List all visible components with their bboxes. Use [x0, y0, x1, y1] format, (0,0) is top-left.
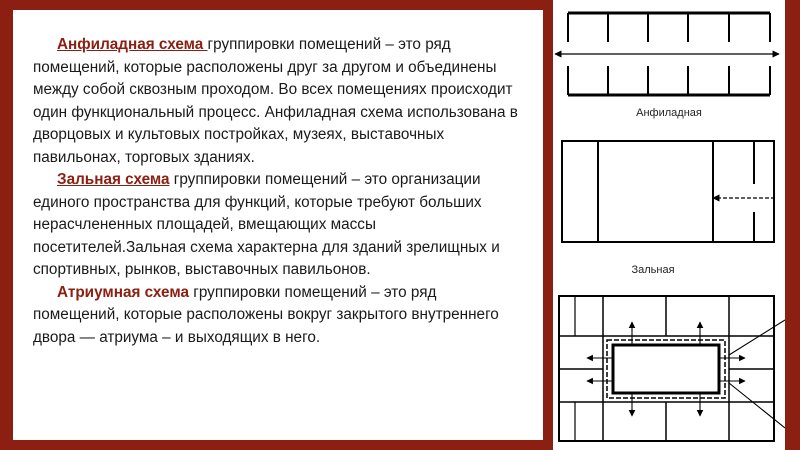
hall-diagram	[562, 141, 775, 242]
atrium-diagram	[559, 296, 785, 441]
paragraph-atrium	[33, 282, 525, 350]
leader-line-bottom	[729, 383, 785, 428]
atrium-courtyard	[613, 345, 719, 393]
paragraph-enfilade	[33, 34, 525, 169]
term-enfilade: Анфиладная схема	[57, 36, 208, 53]
leader-line-top	[729, 320, 785, 355]
caption-hall: Зальная	[631, 264, 675, 276]
term-atrium: Атриумная схема	[57, 283, 189, 301]
scheme-figure	[553, 0, 785, 450]
term-hall: Зальная схема	[57, 171, 170, 188]
paragraph-hall	[33, 169, 525, 282]
schemes-illustration	[553, 0, 785, 450]
definition-enfilade: группировки помещений – это ряд помещений, которые расположены друг за другом и объединены между собой сквозным проходом. Во всех помещениях происходит один функциональный процесс. Анфиладная схема использована в дворцовых и культовых постройках, музеях, выставочных павильонах, торговых зданиях.	[33, 36, 518, 166]
definition-hall: группировки помещений – это организации единого пространства для функций, которые требуют больших нерасчлененных площадей, вмещающих массы посетителей.Зальная схема характерна для зданий зрелищных и спортивных, рынков, выставочных павильонов.	[33, 171, 500, 278]
text-panel	[13, 10, 543, 440]
caption-enfilade: Анфиладная	[636, 107, 702, 119]
enfilade-diagram	[555, 13, 779, 95]
definition-atrium: группировки помещений – это ряд помещений, которые расположены вокруг закрытого внутреннего двора — атриума – и выходящих в него.	[33, 283, 499, 346]
